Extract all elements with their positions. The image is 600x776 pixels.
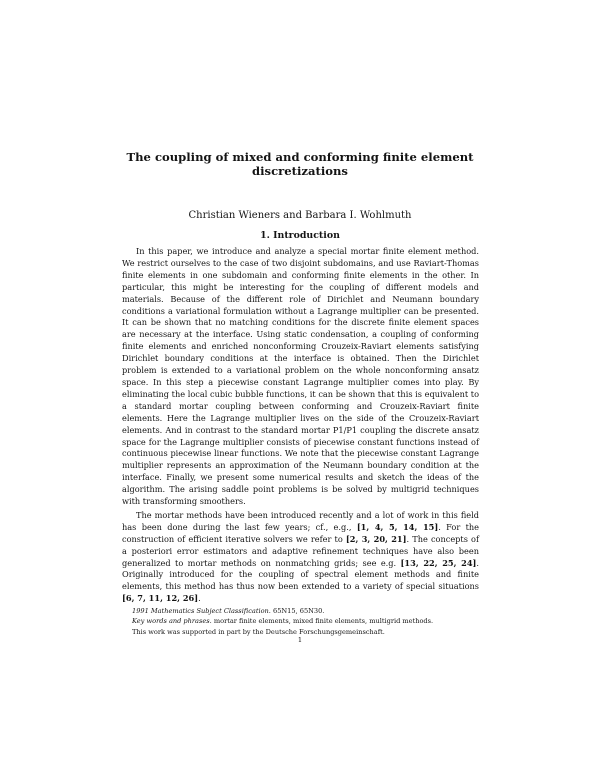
title-line-2: discretizations: [252, 164, 348, 178]
paragraph-2-text-3: . The concepts of a posteriori error estimators and adaptive refinement techniques have also been generalized to mortar methods on nonmatching grids; see e.g.: [122, 533, 479, 568]
msc-value: 65N15, 65N30.: [270, 607, 325, 615]
keywords-value: mortar finite elements, mixed finite elements, multigrid methods.: [211, 617, 434, 626]
paper-title: [110, 150, 490, 178]
paragraph-2-text-1: The mortar methods have been introduced recently and a lot of work in this field has been done during the last few years; cf., e.g.,: [122, 509, 479, 532]
footnote-keywords: [122, 616, 479, 626]
footnotes: [122, 606, 479, 637]
page-number: 1: [297, 636, 303, 644]
msc-label: 1991 Mathematics Subject Classification.: [132, 607, 271, 615]
citation-refs-2: [2, 3, 20, 21]: [345, 533, 407, 544]
paragraph-2-text-4: . Originally introduced for the coupling of spectral element methods and finite elements, this method has thus now been extended to a variety of special situations: [122, 557, 479, 592]
footnote-msc: [122, 606, 479, 616]
paragraph-2: [122, 510, 479, 605]
paragraph-1: In this paper, we introduce and analyze a special mortar finite element method. We restrict ourselves to the case of two disjoint subdomains, and use Raviart-Thomas finite elements in one subdomain and conforming finite elements in the other. In particular, this might be interesting for the coupling of different models and materials. Because of the different role of Dirichlet and Neumann boundary conditions a variational formulation without a Lagrange multiplier can be presented. It can be shown that no matching conditions for the discrete finite element spaces are necessary at the interface. Using static condensation, a coupling of conforming finite elements and enriched nonconforming Crouzeix-Raviart elements satisfying Dirichlet boundary conditions at the interface is obtained. Then the Dirichlet problem is extended to a variational problem on the whole nonconforming ansatz space. In this step a piecewise constant Lagrange multiplier comes into play. By eliminating the local cubic bubble functions, it can be shown that this is equivalent to a standard mortar coupling between conforming and Crouzeix-Raviart finite elements. Here the Lagrange multiplier lives on the side of the Crouzeix-Raviart elements. And in contrast to the standard mortar P1/P1 coupling the discrete ansatz space for the Lagrange multiplier consists of piecewise constant functions instead of continuous piecewise linear functions. We note that the piecewise constant Lagrange multiplier represents an approximation of the Neumann boundary condition at the interface. Finally, we present some numerical results and sketch the ideas of the algorithm. The arising saddle point problems is be solved by multigrid techniques with transforming smoothers.: [122, 246, 479, 507]
paragraph-2-text-2: . For the construction of efficient iterative solvers we refer to: [122, 521, 479, 544]
citation-refs-3: [13, 22, 25, 24]: [400, 557, 477, 568]
body-text: [122, 246, 479, 605]
citation-refs-1: [1, 4, 5, 14, 15]: [356, 521, 439, 532]
paragraph-2-text-5: .: [198, 593, 201, 604]
title-line-1: The coupling of mixed and conforming finite element: [126, 150, 474, 164]
citation-refs-4: [6, 7, 11, 12, 26]: [122, 593, 199, 604]
authors: Christian Wieners and Barbara I. Wohlmuth: [188, 210, 412, 221]
footnote-support: This work was supported in part by the Deutsche Forschungsgemeinschaft.: [132, 627, 385, 636]
section-heading: 1. Introduction: [260, 230, 340, 241]
keywords-label: Key words and phrases.: [132, 617, 212, 626]
